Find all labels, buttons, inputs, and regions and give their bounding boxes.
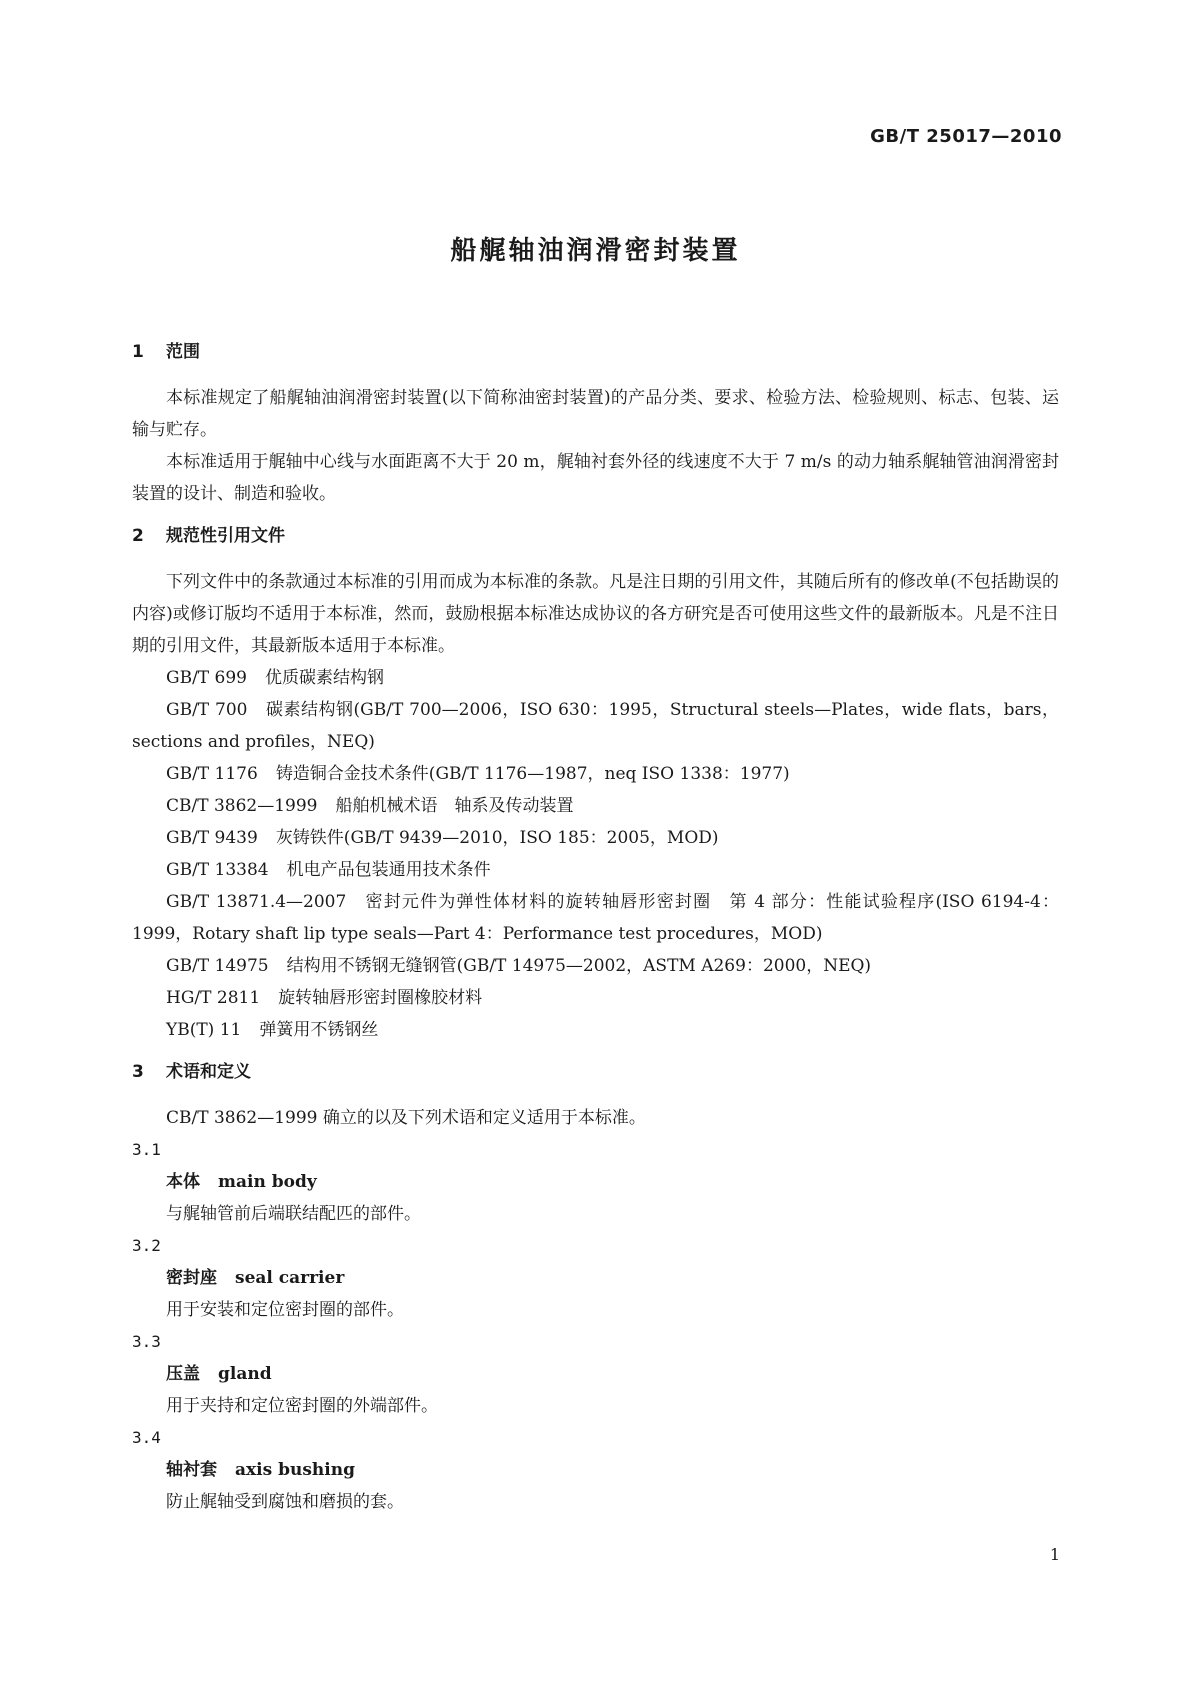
reference-item xyxy=(132,982,1059,1014)
page-number: 1 xyxy=(1049,1545,1060,1564)
reference-item xyxy=(132,950,1059,982)
document-body xyxy=(132,336,1059,1518)
term-definition: 防止艉轴受到腐蚀和磨损的套。 xyxy=(166,1492,404,1512)
reference-title: 优质碳素结构钢 xyxy=(265,668,384,688)
term-name-en: main body xyxy=(218,1172,317,1192)
terms-intro: CB/T 3862—1999 确立的以及下列术语和定义适用于本标准。 xyxy=(166,1108,646,1128)
term-definition: 与艉轴管前后端联结配匹的部件。 xyxy=(166,1204,421,1224)
term-name-en: seal carrier xyxy=(235,1268,345,1288)
references-intro: 下列文件中的条款通过本标准的引用而成为本标准的条款。凡是注日期的引用文件，其随后所有的修改单(不包括勘误的内容)或修订版均不适用于本标准，然而，鼓励根据本标准达成协议的各方研究是否可使用这些文件的最新版本。凡是不注日期的引用文件，其最新版本适用于本标准。 xyxy=(132,572,1059,656)
section-number: 2 xyxy=(132,526,144,546)
section-title: 术语和定义 xyxy=(166,1062,251,1082)
reference-code: GB/T 699 xyxy=(166,668,247,688)
term-name xyxy=(132,1262,1059,1294)
reference-title: 旋转轴唇形密封圈橡胶材料 xyxy=(278,988,483,1008)
reference-title: 碳素结构钢(GB/T 700—2006，ISO 630：1995，Structural steels—Plates，wide flats，bars，sections and profiles，NEQ) xyxy=(132,700,1059,752)
term-name-en: axis bushing xyxy=(235,1460,355,1480)
scope-paragraph-1: 本标准规定了船艉轴油润滑密封装置(以下简称油密封装置)的产品分类、要求、检验方法、检验规则、标志、包装、运输与贮存。 xyxy=(132,388,1059,440)
reference-item xyxy=(132,758,1059,790)
scope-paragraph-2: 本标准适用于艉轴中心线与水面距离不大于 20 m，艉轴衬套外径的线速度不大于 7 m/s 的动力轴系艉轴管油润滑密封装置的设计、制造和验收。 xyxy=(132,452,1059,504)
reference-code: CB/T 3862—1999 xyxy=(166,796,318,816)
term-name-zh: 本体 xyxy=(166,1172,200,1192)
reference-code: HG/T 2811 xyxy=(166,988,261,1008)
term-name xyxy=(132,1358,1059,1390)
reference-title: 船舶机械术语 轴系及传动装置 xyxy=(335,796,574,816)
standard-code: GB/T 25017—2010 xyxy=(870,126,1062,147)
section-title: 规范性引用文件 xyxy=(166,526,285,546)
reference-code: GB/T 13871.4—2007 xyxy=(166,892,347,912)
reference-code: GB/T 14975 xyxy=(166,956,269,976)
section-number: 1 xyxy=(132,342,144,362)
reference-item xyxy=(132,1014,1059,1046)
term-name-en: gland xyxy=(218,1364,272,1384)
reference-title: 弹簧用不锈钢丝 xyxy=(259,1020,379,1040)
document-title: 船艉轴油润滑密封装置 xyxy=(450,236,741,266)
term-definition: 用于夹持和定位密封圈的外端部件。 xyxy=(166,1396,438,1416)
term-number: 3.1 xyxy=(132,1140,161,1159)
reference-item xyxy=(132,790,1059,822)
section-title: 范围 xyxy=(166,342,200,362)
reference-code: GB/T 9439 xyxy=(166,828,258,848)
section-2-heading xyxy=(132,520,1059,552)
term-number: 3.2 xyxy=(132,1236,161,1255)
reference-title: 铸造铜合金技术条件(GB/T 1176—1987，neq ISO 1338：1977) xyxy=(275,764,790,784)
reference-item xyxy=(132,662,1059,694)
term-name-zh: 轴衬套 xyxy=(166,1460,217,1480)
reference-code: YB(T) 11 xyxy=(166,1020,242,1040)
term-name xyxy=(132,1166,1059,1198)
reference-item xyxy=(132,694,1059,758)
section-number: 3 xyxy=(132,1062,144,1082)
term-name xyxy=(132,1454,1059,1486)
reference-code: GB/T 1176 xyxy=(166,764,258,784)
term-number: 3.4 xyxy=(132,1428,161,1447)
section-1-heading xyxy=(132,336,1059,368)
reference-title: 机电产品包装通用技术条件 xyxy=(286,860,491,880)
term-definition: 用于安装和定位密封圈的部件。 xyxy=(166,1300,404,1320)
reference-title: 灰铸铁件(GB/T 9439—2010，ISO 185：2005，MOD) xyxy=(275,828,719,848)
reference-title: 结构用不锈钢无缝钢管(GB/T 14975—2002，ASTM A269：2000，NEQ) xyxy=(286,956,872,976)
reference-code: GB/T 13384 xyxy=(166,860,269,880)
reference-title: 密封元件为弹性体材料的旋转轴唇形密封圈 第 4 部分：性能试验程序(ISO 6194-4：1999，Rotary shaft lip type seals—Part 4：Performance test procedures，MOD) xyxy=(132,892,1060,944)
reference-item xyxy=(132,886,1059,950)
term-name-zh: 密封座 xyxy=(166,1268,217,1288)
reference-code: GB/T 700 xyxy=(166,700,248,720)
term-number: 3.3 xyxy=(132,1332,161,1351)
term-name-zh: 压盖 xyxy=(166,1364,200,1384)
reference-item xyxy=(132,822,1059,854)
reference-item xyxy=(132,854,1059,886)
section-3-heading xyxy=(132,1056,1059,1088)
